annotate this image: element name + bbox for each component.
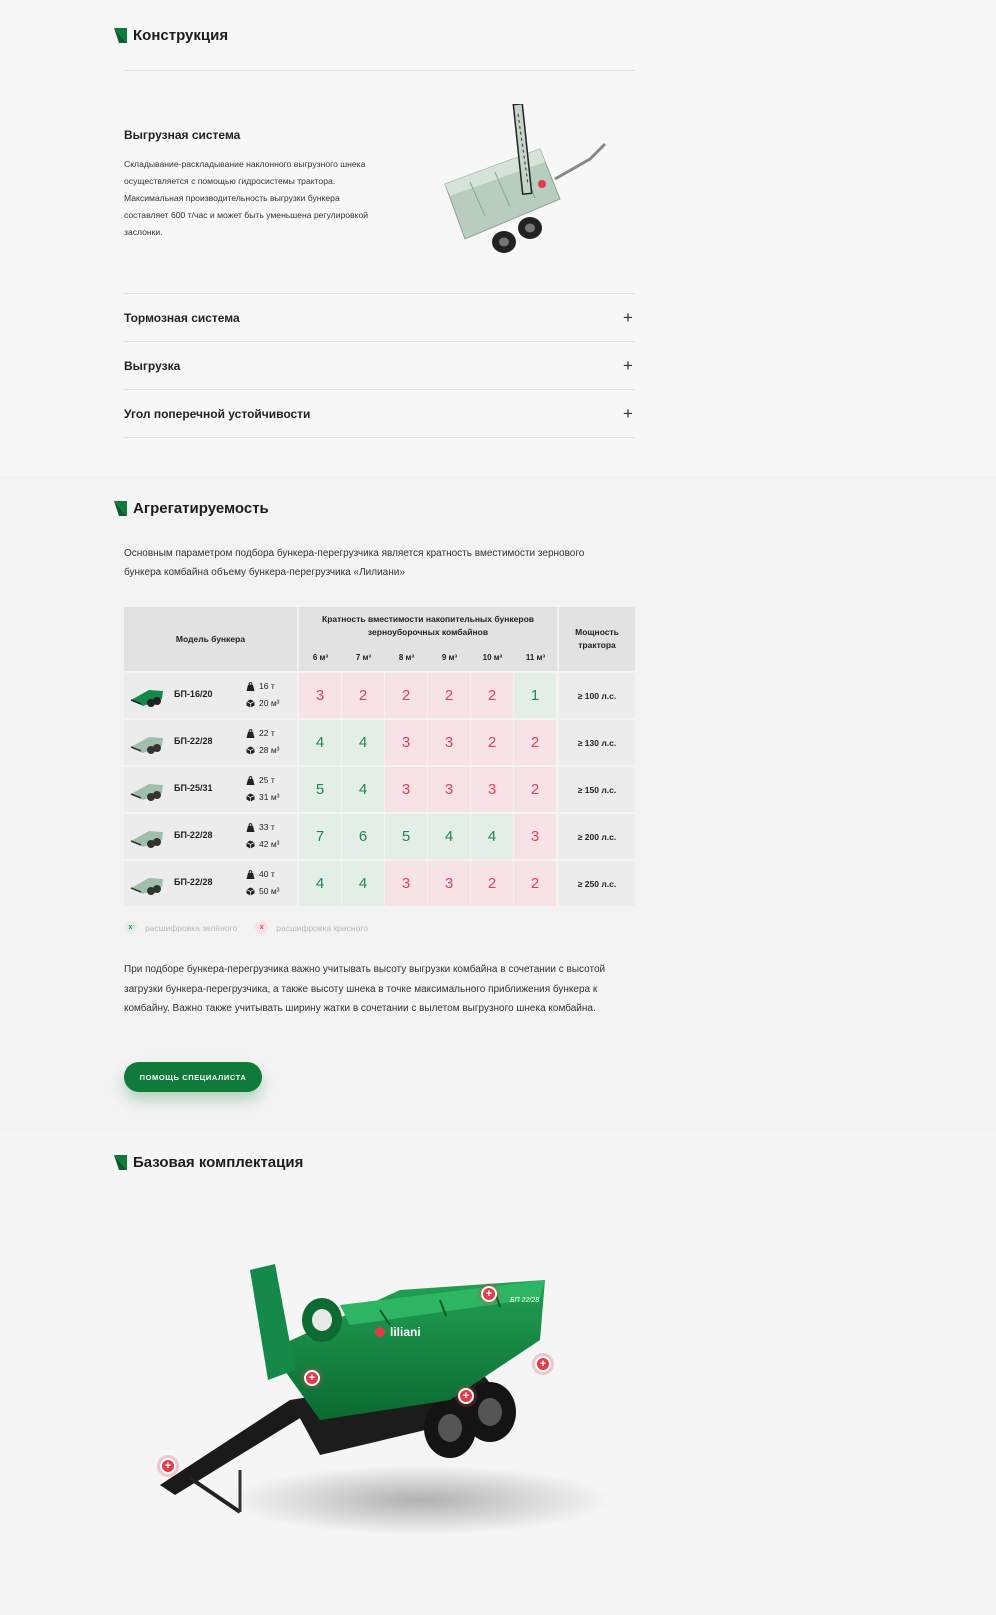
ratio-cell: 7 xyxy=(299,814,341,859)
section-title: Конструкция xyxy=(133,27,229,44)
ratio-cell: 3 xyxy=(428,720,470,765)
plus-icon: + xyxy=(623,404,633,423)
model-volume xyxy=(246,839,280,849)
volume-cube-icon xyxy=(246,887,255,896)
cell-model xyxy=(124,814,297,859)
ratio-cell: 4 xyxy=(428,814,470,859)
model-weight xyxy=(246,822,275,832)
aggregation-intro: Основным параметром подбора бункера-перегрузчика является кратность вместимости зернового бункера комбайна объему бункера-перегрузчика «Лилиани» xyxy=(124,548,585,578)
ratio-cell: 4 xyxy=(471,814,513,859)
ratio-cell: 3 xyxy=(385,767,427,812)
weight-icon xyxy=(246,823,255,832)
weight-value: 22 т xyxy=(259,728,275,738)
model-volume xyxy=(246,886,280,896)
legend-red xyxy=(255,921,368,934)
weight-icon xyxy=(246,682,255,691)
base-heading xyxy=(114,1154,303,1171)
legend-green xyxy=(124,921,237,934)
section-flag-icon xyxy=(114,28,127,43)
weight-value: 25 т xyxy=(259,775,275,785)
ratio-cell: 4 xyxy=(342,861,384,906)
ratio-cell: 6 xyxy=(342,814,384,859)
table-row xyxy=(124,861,635,906)
model-name: БП-22/28 xyxy=(174,736,213,746)
cell-model xyxy=(124,673,297,718)
weight-value: 33 т xyxy=(259,822,275,832)
model-weight xyxy=(246,775,275,785)
section-flag-icon xyxy=(114,1155,127,1170)
volume-value: 20 м³ xyxy=(259,698,280,708)
volume-cube-icon xyxy=(246,746,255,755)
header-volume: 9 м³ xyxy=(441,653,458,662)
plus-icon: + xyxy=(623,308,633,327)
header-ratio-title: Кратность вместимости накопительных бункеров зерноуборочных комбайнов xyxy=(322,614,534,637)
model-mark-text: БП 22/28 xyxy=(510,1297,540,1304)
volume-cube-icon xyxy=(246,840,255,849)
section-title: Агрегатируемость xyxy=(133,500,269,517)
hotspot-plus-icon[interactable]: + xyxy=(458,1388,474,1404)
ratio-cell: 3 xyxy=(385,861,427,906)
cell-power: ≥ 100 л.с. xyxy=(559,673,635,718)
plus-icon: + xyxy=(623,356,633,375)
weight-value: 16 т xyxy=(259,681,275,691)
header-power: Мощность трактора xyxy=(559,607,635,671)
ratio-cell: 3 xyxy=(299,673,341,718)
construction-heading xyxy=(114,27,228,44)
accordion-label: Угол поперечной устойчивости xyxy=(124,407,311,421)
model-volume xyxy=(246,698,280,708)
ratio-cell: 3 xyxy=(428,767,470,812)
volume-value: 50 м³ xyxy=(259,886,280,896)
grain-cart-image xyxy=(150,1250,610,1550)
accordion-brake-system[interactable] xyxy=(124,294,635,342)
ratio-cell: 2 xyxy=(428,673,470,718)
ratio-cell: 3 xyxy=(471,767,513,812)
model-weight xyxy=(246,869,275,879)
aggregation-heading xyxy=(114,500,269,517)
table-row xyxy=(124,814,635,859)
ratio-cell: 2 xyxy=(385,673,427,718)
unload-title: Выгрузная система xyxy=(124,128,241,142)
divider xyxy=(124,70,635,71)
ratio-cell: 2 xyxy=(471,720,513,765)
unload-system-image xyxy=(440,104,610,259)
table-legend xyxy=(124,921,368,934)
ratio-cell: 2 xyxy=(342,673,384,718)
hotspot-plus-icon[interactable]: + xyxy=(160,1458,176,1474)
accordion-stability-angle[interactable] xyxy=(124,390,635,438)
hotspot-plus-icon[interactable]: + xyxy=(481,1286,497,1302)
legend-green-label: расшифровка зелёного xyxy=(145,922,238,933)
grain-cart-thumbnail xyxy=(129,776,165,803)
ratio-cell: 2 xyxy=(514,767,556,812)
header-ratio xyxy=(299,607,557,671)
model-name: БП-22/28 xyxy=(174,830,213,840)
cell-model xyxy=(124,767,297,812)
header-model: Модель бункера xyxy=(124,607,297,671)
model-weight xyxy=(246,728,275,738)
model-name: БП-16/20 xyxy=(174,689,213,699)
accordion-label: Выгрузка xyxy=(124,359,181,373)
brand-logo-text: liliani xyxy=(390,1325,421,1339)
specialist-help-button[interactable]: ПОМОЩЬ СПЕЦИАЛИСТА xyxy=(124,1062,262,1092)
header-volume: 6 м³ xyxy=(312,653,329,662)
ratio-cell: 2 xyxy=(514,720,556,765)
unload-description: Складывание-раскладывание наклонного выгрузного шнека осуществляется с помощью гидросистемы трактора. Максимальная производительность выгрузки бункера составляет 600 т/час и может быть уменьшена регулировкой заслонки. xyxy=(124,159,369,237)
grain-cart-thumbnail xyxy=(129,729,165,756)
weight-value: 40 т xyxy=(259,869,275,879)
volume-value: 42 м³ xyxy=(259,839,280,849)
divider xyxy=(124,437,635,438)
volume-value: 28 м³ xyxy=(259,745,280,755)
green-mark-icon: x xyxy=(124,921,137,934)
weight-icon xyxy=(246,776,255,785)
cell-model xyxy=(124,720,297,765)
model-volume xyxy=(246,745,280,755)
accordion-label: Тормозная система xyxy=(124,311,240,325)
aggregation-note: При подборе бункера-перегрузчика важно учитывать высоту выгрузки комбайна в сочетании с высотой загрузки бункера-перегрузчика, а также высоту шнека в точке максимального приближения бункера к комбайну. Важно также учитывать ширину жатки в сочетании с вылетом выгрузного шнека комбайна. xyxy=(124,964,606,1014)
model-name: БП-25/31 xyxy=(174,783,213,793)
ratio-cell: 4 xyxy=(342,720,384,765)
ratio-cell: 3 xyxy=(428,861,470,906)
model-name: БП-22/28 xyxy=(174,877,213,887)
header-volume: 8 м³ xyxy=(398,653,415,662)
weight-icon xyxy=(246,729,255,738)
table-row xyxy=(124,673,635,718)
cell-power: ≥ 150 л.с. xyxy=(559,767,635,812)
ratio-cell: 1 xyxy=(514,673,556,718)
table-row xyxy=(124,720,635,765)
ratio-cell: 3 xyxy=(514,814,556,859)
header-volume: 10 м³ xyxy=(482,653,503,662)
cell-power: ≥ 130 л.с. xyxy=(559,720,635,765)
ratio-cell: 4 xyxy=(342,767,384,812)
accordion-unloading[interactable] xyxy=(124,342,635,390)
legend-red-label: расшифровка красного xyxy=(276,922,368,933)
volume-cube-icon xyxy=(246,699,255,708)
ratio-cell: 2 xyxy=(514,861,556,906)
model-volume xyxy=(246,792,280,802)
section-title: Базовая комплектация xyxy=(133,1154,304,1171)
cell-power: ≥ 200 л.с. xyxy=(559,814,635,859)
section-flag-icon xyxy=(114,501,127,516)
ratio-cell: 3 xyxy=(385,720,427,765)
cell-model xyxy=(124,861,297,906)
model-weight xyxy=(246,681,275,691)
grain-cart-thumbnail xyxy=(129,682,165,709)
red-mark-icon: x xyxy=(255,921,268,934)
weight-icon xyxy=(246,870,255,879)
ratio-cell: 5 xyxy=(385,814,427,859)
ratio-cell: 4 xyxy=(299,720,341,765)
grain-cart-thumbnail xyxy=(129,870,165,897)
hotspot-plus-icon[interactable]: + xyxy=(535,1356,551,1372)
hotspot-plus-icon[interactable]: + xyxy=(304,1370,320,1386)
grain-cart-thumbnail xyxy=(129,823,165,850)
ratio-cell: 5 xyxy=(299,767,341,812)
header-volume: 7 м³ xyxy=(355,653,372,662)
volume-value: 31 м³ xyxy=(259,792,280,802)
cell-power: ≥ 250 л.с. xyxy=(559,861,635,906)
ratio-cell: 2 xyxy=(471,673,513,718)
volume-cube-icon xyxy=(246,793,255,802)
ratio-cell: 4 xyxy=(299,861,341,906)
header-volume: 11 м³ xyxy=(525,653,546,662)
table-row xyxy=(124,767,635,812)
ratio-cell: 2 xyxy=(471,861,513,906)
